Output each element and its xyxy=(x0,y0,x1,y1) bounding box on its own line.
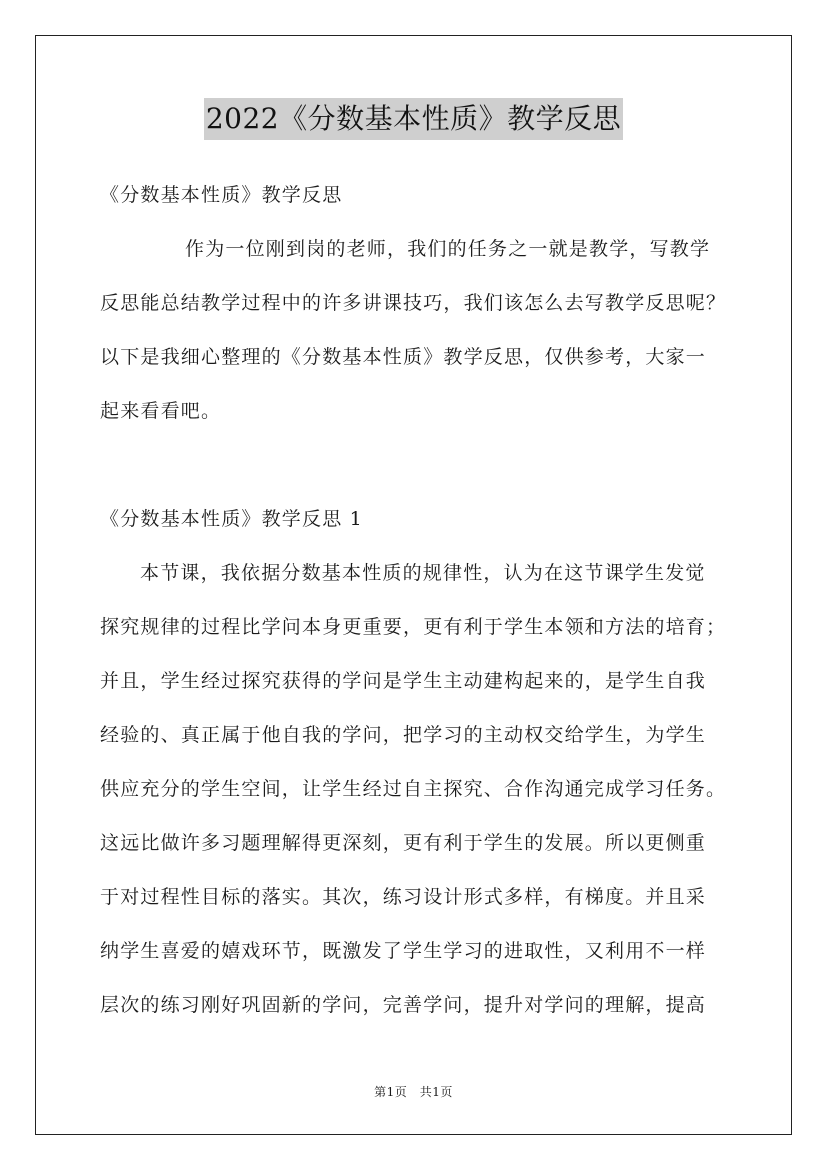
section-1-line-8: 纳学生喜爱的嬉戏环节，既激发了学生学习的进取性，又利用不一样 xyxy=(100,940,707,962)
intro-line-1: 作为一位刚到岗的老师，我们的任务之一就是教学，写教学 xyxy=(185,238,711,260)
section-1-line-6: 这远比做许多习题理解得更深刻，更有利于学生的发展。所以更侧重 xyxy=(100,832,707,854)
intro-line-2: 反思能总结教学过程中的许多讲课技巧，我们该怎么去写教学反思呢？ xyxy=(100,292,727,314)
section-1-line-2: 探究规律的过程比学问本身更重要，更有利于学生本领和方法的培育； xyxy=(100,616,727,638)
section-1-line-1: 本节课，我依据分数基本性质的规律性，认为在这节课学生发觉 xyxy=(140,562,706,584)
section-1-line-7: 于对过程性目标的落实。其次，练习设计形式多样，有梯度。并且采 xyxy=(100,886,707,908)
intro-line-3: 以下是我细心整理的《分数基本性质》教学反思，仅供参考，大家一 xyxy=(100,346,707,368)
section-1-line-3: 并且，学生经过探究获得的学问是学生主动建构起来的，是学生自我 xyxy=(100,670,707,692)
page-footer: 第1页 共1页 xyxy=(374,1085,453,1099)
title-container xyxy=(0,98,827,140)
intro-line-4: 起来看看吧。 xyxy=(100,400,222,422)
section-1-line-5: 供应充分的学生空间，让学生经过自主探究、合作沟通完成学习任务。 xyxy=(100,778,727,800)
subheading: 《分数基本性质》教学反思 xyxy=(100,184,343,206)
section-1-line-4: 经验的、真正属于他自我的学问，把学习的主动权交给学生，为学生 xyxy=(100,724,707,746)
section-1-heading: 《分数基本性质》教学反思 1 xyxy=(100,508,363,530)
document-title: 2022《分数基本性质》教学反思 xyxy=(204,98,623,140)
section-1-line-9: 层次的练习刚好巩固新的学问，完善学问，提升对学问的理解，提高 xyxy=(100,994,707,1016)
